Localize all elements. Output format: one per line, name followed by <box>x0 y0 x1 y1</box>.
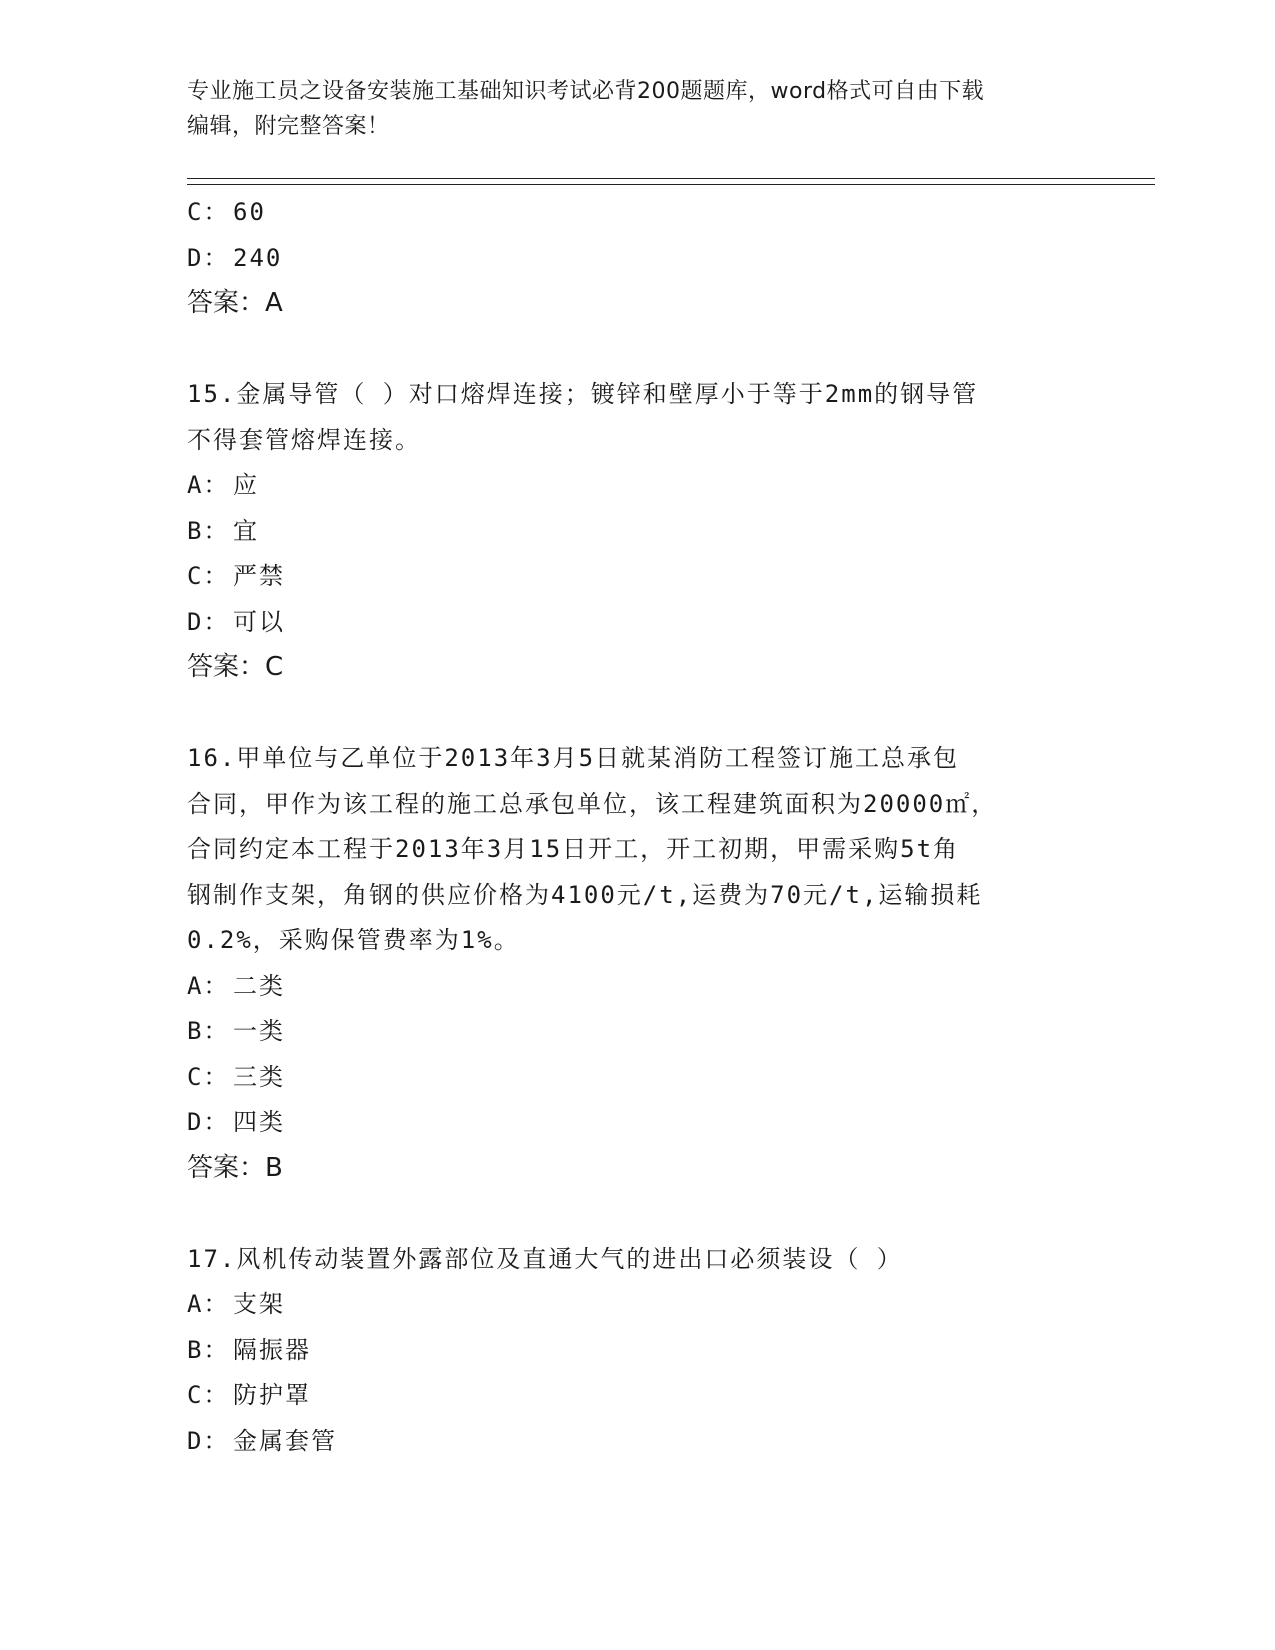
option-label: A： <box>187 471 230 499</box>
question-text-line: 合同约定本工程于2013年3月15日开工，开工初期，甲需采购5t角 <box>187 835 960 863</box>
question-text-line: 钢制作支架，角钢的供应价格为4100元/t,运费为70元/t,运输损耗 <box>187 880 983 909</box>
answer-line: 答案：A <box>187 288 283 318</box>
option-text: 可以 <box>233 607 285 636</box>
option-label: B： <box>187 1335 230 1364</box>
option-text: 四类 <box>233 1108 285 1136</box>
option-label: D： <box>187 243 230 272</box>
option-b <box>187 1009 1087 1055</box>
option-d <box>187 1100 1087 1146</box>
question-text-line: 不得套管熔焊连接。 <box>187 425 421 454</box>
option-label: D： <box>187 607 230 636</box>
option-c <box>187 554 1087 600</box>
header-line-1: 专业施工员之设备安装施工基础知识考试必背200题题库，word格式可自由下载 <box>187 79 985 104</box>
question-list <box>187 190 1087 1464</box>
header-divider <box>187 178 1155 185</box>
option-text: 二类 <box>233 971 285 1000</box>
question-text-line: 0.2%，采购保管费率为1%。 <box>187 926 520 954</box>
option-b <box>187 1328 1087 1374</box>
option-d <box>187 1419 1087 1465</box>
answer-line: 答案：C <box>187 652 284 682</box>
question-16 <box>187 736 1087 1191</box>
option-a <box>187 463 1087 509</box>
option-label: B： <box>187 516 230 545</box>
question-text-line: 合同，甲作为该工程的施工总承包单位，该工程建筑面积为20000㎡， <box>187 789 998 818</box>
question-text-line: 15.金属导管（ ）对口熔焊连接；镀锌和壁厚小于等于2mm的钢导管 <box>187 380 979 408</box>
option-text: 240 <box>233 243 283 272</box>
option-label: B： <box>187 1017 230 1045</box>
spacer <box>187 1191 1087 1237</box>
option-label: C： <box>187 1062 230 1091</box>
question-17 <box>187 1237 1087 1465</box>
question-text-line: 17.风机传动装置外露部位及直通大气的进出口必须装设（ ） <box>187 1244 903 1273</box>
option-text: 三类 <box>233 1062 285 1091</box>
header-line-2: 编辑，附完整答案！ <box>187 114 390 139</box>
option-a <box>187 1282 1087 1328</box>
answer-line: 答案：B <box>187 1152 283 1183</box>
spacer <box>187 327 1087 373</box>
option-label: A： <box>187 1290 230 1318</box>
option-text: 宜 <box>233 516 259 545</box>
option-text: 防护罩 <box>233 1381 311 1409</box>
option-text: 应 <box>233 471 259 499</box>
option-label: D： <box>187 1426 230 1455</box>
option-c <box>187 190 1087 236</box>
option-d <box>187 600 1087 646</box>
option-label: C： <box>187 1381 230 1409</box>
option-text: 隔振器 <box>233 1335 311 1364</box>
option-b <box>187 509 1087 555</box>
option-a <box>187 964 1087 1010</box>
option-c <box>187 1055 1087 1101</box>
question-15 <box>187 372 1087 691</box>
option-text: 严禁 <box>233 562 285 590</box>
option-label: C： <box>187 198 230 226</box>
option-text: 60 <box>233 198 266 226</box>
spacer <box>187 691 1087 737</box>
option-label: C： <box>187 562 230 590</box>
option-text: 一类 <box>233 1017 285 1045</box>
option-label: D： <box>187 1108 230 1136</box>
question-text-line: 16.甲单位与乙单位于2013年3月5日就某消防工程签订施工总承包 <box>187 744 960 772</box>
option-label: A： <box>187 971 230 1000</box>
option-text: 金属套管 <box>233 1426 337 1455</box>
option-d <box>187 236 1087 282</box>
document-header <box>187 74 1087 144</box>
question-14-tail <box>187 190 1087 327</box>
option-text: 支架 <box>233 1290 285 1318</box>
option-c <box>187 1373 1087 1419</box>
